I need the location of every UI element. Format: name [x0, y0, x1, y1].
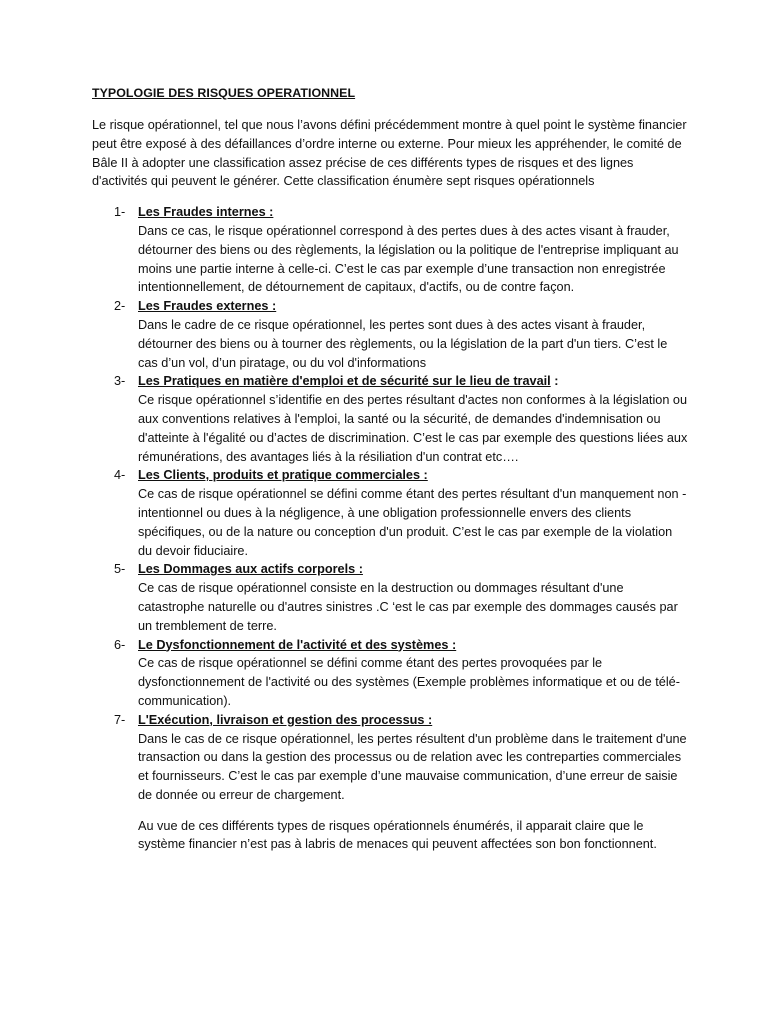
list-item — [92, 466, 688, 560]
item-heading-text: Le Dysfonctionnement de l'activité et des systèmes : — [138, 637, 457, 652]
item-number: 7- — [114, 712, 126, 727]
item-body: Dans ce cas, le risque opérationnel correspond à des pertes dues à des actes visant à frauder, détourner des biens ou des règlements, la législation ou la politique de l'entreprise impliquant au moins une partie interne à celle-ci. C’est le cas par exemple d’une transaction non enregistrée intentionnellement, de détournement de capitaux, d'actifs, ou de contre façon. — [138, 223, 679, 295]
item-heading-suffix: : — [550, 374, 559, 389]
list-item — [92, 711, 688, 805]
item-heading — [138, 636, 688, 655]
item-body: Ce cas de risque opérationnel consiste en la destruction ou dommages résultant d'une catastrophe naturelle ou d'autres sinistres .C ‘est le cas par exemple des dommages causés par un tremblement de terre. — [138, 581, 678, 633]
item-body: Dans le cas de ce risque opérationnel, les pertes résultent d'un problème dans le traitement d'une transaction ou dans la gestion des processus ou de relation avec les contreparties commerciales et fournisseurs. C’est le cas par exemple d’une mauvaise communication, d’une erreur de saisie de donnée ou erreur de chargement. — [138, 731, 687, 802]
intro-paragraph: Le risque opérationnel, tel que nous l’avons défini précédemment montre à quel point le système financier peut être exposé à des défaillances d’ordre interne ou externe. Pour mieux les appréhender, le comité de Bâle II à adopter une classification assez précise de ces différents types de risques et des lignes d'activités qui peuvent le générer. Cette classification énumère sept risques opérationnels — [92, 118, 687, 189]
item-number: 2- — [114, 299, 126, 314]
item-heading — [138, 297, 688, 316]
item-heading-text: Les Fraudes internes : — [138, 205, 274, 220]
risk-list — [92, 203, 688, 805]
list-item — [92, 297, 688, 372]
item-heading — [138, 466, 688, 485]
list-item — [92, 203, 688, 297]
item-body: Dans le cadre de ce risque opérationnel, les pertes sont dues à des actes visant à frauder, détourner des biens ou à tourner des règlements, ou la législation de la part d'un tiers. C’est le cas d’un vol, d’un piratage, ou du vol d'informations — [138, 317, 668, 370]
item-heading — [138, 560, 688, 579]
item-heading-text: L'Exécution, livraison et gestion des processus : — [138, 712, 433, 727]
list-item — [92, 636, 688, 711]
item-number: 1- — [114, 205, 126, 220]
item-body: Ce risque opérationnel s’identifie en des pertes résultant d'actes non conformes à la législation ou aux conventions relatives à l'emploi, la santé ou la sécurité, de demandes d'indemnisation ou d'atteinte à l'égalité ou d’actes de discrimination. C’est le cas par exemple des questions liées aux rémunérations, des avantages liés à la résiliation d'un contrat etc…. — [138, 393, 688, 464]
item-number: 6- — [114, 637, 126, 652]
item-heading — [138, 203, 688, 222]
item-body: Ce cas de risque opérationnel se défini comme étant des pertes provoquées par le dysfonctionnement de l'activité ou des systèmes (Exemple problèmes informatique et ou de télé- communication). — [138, 656, 680, 708]
item-heading-text: Les Pratiques en matière d'emploi et de sécurité sur le lieu de travail — [138, 374, 551, 389]
conclusion-paragraph: Au vue de ces différents types de risques opérationnels énumérés, il apparait claire que le système financier n’est pas à labris de menaces qui peuvent affectées son bon fonctionnent. — [138, 818, 657, 852]
item-heading-text: Les Clients, produits et pratique commerciales : — [138, 468, 428, 483]
item-body: Ce cas de risque opérationnel se défini comme étant des pertes résultant d'un manquement non - intentionnel ou dues à la négligence, à une obligation professionnelle envers des clients spécifiques, ou de la nature ou conception d'un produit. C’est le cas par exemple de la violation du devoir fiduciaire. — [138, 487, 687, 558]
item-heading-text: Les Fraudes externes : — [138, 299, 277, 314]
list-item — [92, 372, 688, 466]
item-heading — [138, 711, 688, 730]
item-number: 5- — [114, 562, 126, 577]
item-number: 4- — [114, 468, 126, 483]
item-number: 3- — [114, 374, 126, 389]
page-title: TYPOLOGIE DES RISQUES OPERATIONNEL — [92, 86, 356, 100]
item-heading — [138, 372, 688, 391]
list-item — [92, 560, 688, 635]
item-heading-text: Les Dommages aux actifs corporels : — [138, 562, 363, 577]
